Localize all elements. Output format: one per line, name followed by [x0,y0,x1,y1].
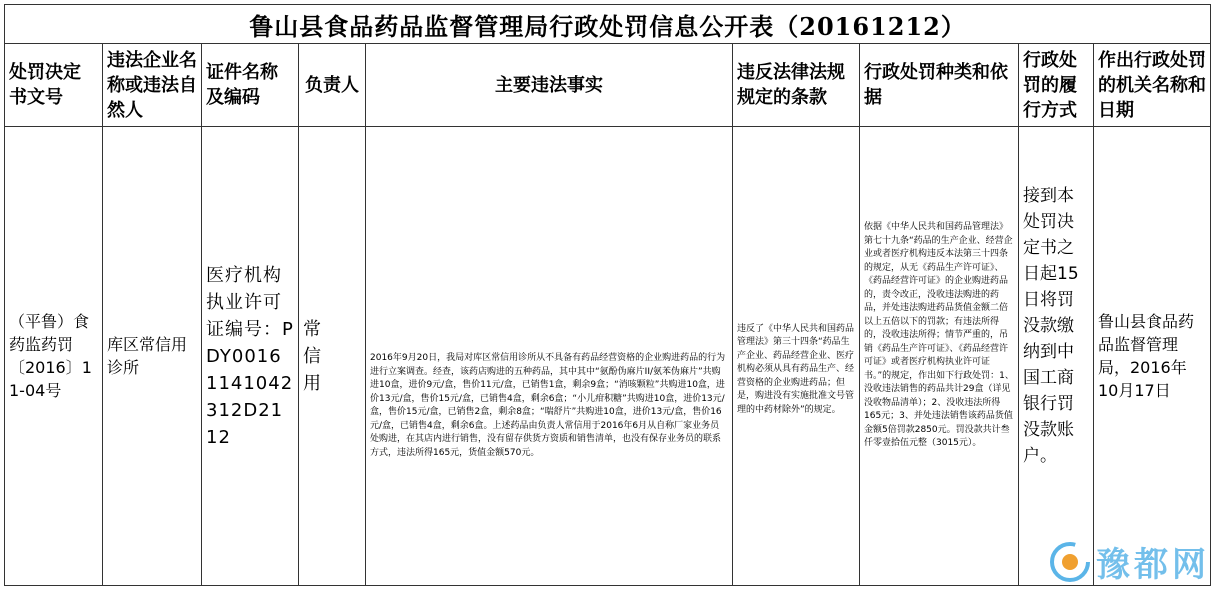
header-law: 违反法律法规规定的条款 [733,44,860,127]
cell-penalty: 依据《中华人民共和国药品管理法》第七十九条“药品的生产企业、经营企业或者医疗机构违反本法第三十四条的规定，从无《药品生产许可证》、《药品经营许可证》的企业购进药品的，责令改正，没收违法购进的药品，并处违法购进药品货值金额二倍以上五倍以下的罚款；有违法所得的，没收违法所得；情节严重的，吊销《药品生产许可证》、《药品经营许可证》或者医疗机构执业许可证书。”的规定，作出如下行政处罚：1、没收违法销售的药品共计29盒（详见没收物品清单）；2、没收违法所得165元；3、并处违法销售该药品货值金额5倍罚款2850元。罚没款共计叁仟零壹拾伍元整（3015元）。 [860,127,1019,586]
penalty-info-table [4,4,1211,586]
header-penalty: 行政处罚种类和依据 [860,44,1019,127]
watermark-text: 豫都网 [1096,545,1210,585]
cell-doc-no: （平鲁）食药监药罚〔2016〕11-04号 [5,127,103,586]
table-title: 鲁山县食品药品监督管理局行政处罚信息公开表（20161212） [5,5,1211,44]
cell-person: 常信用 [299,127,366,586]
header-authority: 作出行政处罚的机关名称和日期 [1094,44,1211,127]
header-doc-no: 处罚决定书文号 [5,44,103,127]
header-facts: 主要违法事实 [366,44,733,127]
header-person: 负责人 [299,44,366,127]
cell-method: 接到本处罚决定书之日起15日将罚没款缴纳到中国工商银行罚没款账户。 [1019,127,1094,586]
header-license: 证件名称及编码 [202,44,299,127]
watermark [1048,537,1210,586]
cell-license: 医疗机构执业许可证编号：PDY00161141042312D2112 [202,127,299,586]
cell-party: 库区常信用诊所 [103,127,202,586]
cell-facts: 2016年9月20日，我局对库区常信用诊所从不具备有药品经营资格的企业购进药品的行为进行立案调查。经查，该药店购进的五种药品，其中其中“氨酚伪麻片II/氨苯伪麻片”共购进10盒，进价9元/盒，售价11元/盒，已销售1盒，剩余9盒；“消咳颗粒”共购进10盒，进价13元/盒，售价15元/盒，已销售4盒，剩余6盒；“小儿疳积糖”共购进10盒，进价13元/盒，售价15元/盒，已销售2盒，剩余8盒；“喘舒片”共购进10盒，进价13元/盒，售价16元/盒，已销售4盒，剩余6盒。上述药品由负责人常信用于2016年6月从自称厂家业务员处购进，在其店内进行销售，没有留存供货方资质和销售清单，也没有保存业务员的联系方式，违法所得165元，货值金额570元。 [366,127,733,586]
cell-law: 违反了《中华人民共和国药品管理法》第三十四条“药品生产企业、药品经营企业、医疗机构必须从具有药品生产、经营资格的企业购进药品；但是，购进没有实施批准文号管理的中药材除外”的规定。 [733,127,860,586]
table-row [5,127,1211,586]
cell-authority: 鲁山县食品药品监督管理局，2016年10月17日 [1094,127,1211,586]
header-method: 行政处罚的履行方式 [1019,44,1094,127]
header-party: 违法企业名称或违法自然人 [103,44,202,127]
yudu-logo-icon [1048,540,1092,584]
